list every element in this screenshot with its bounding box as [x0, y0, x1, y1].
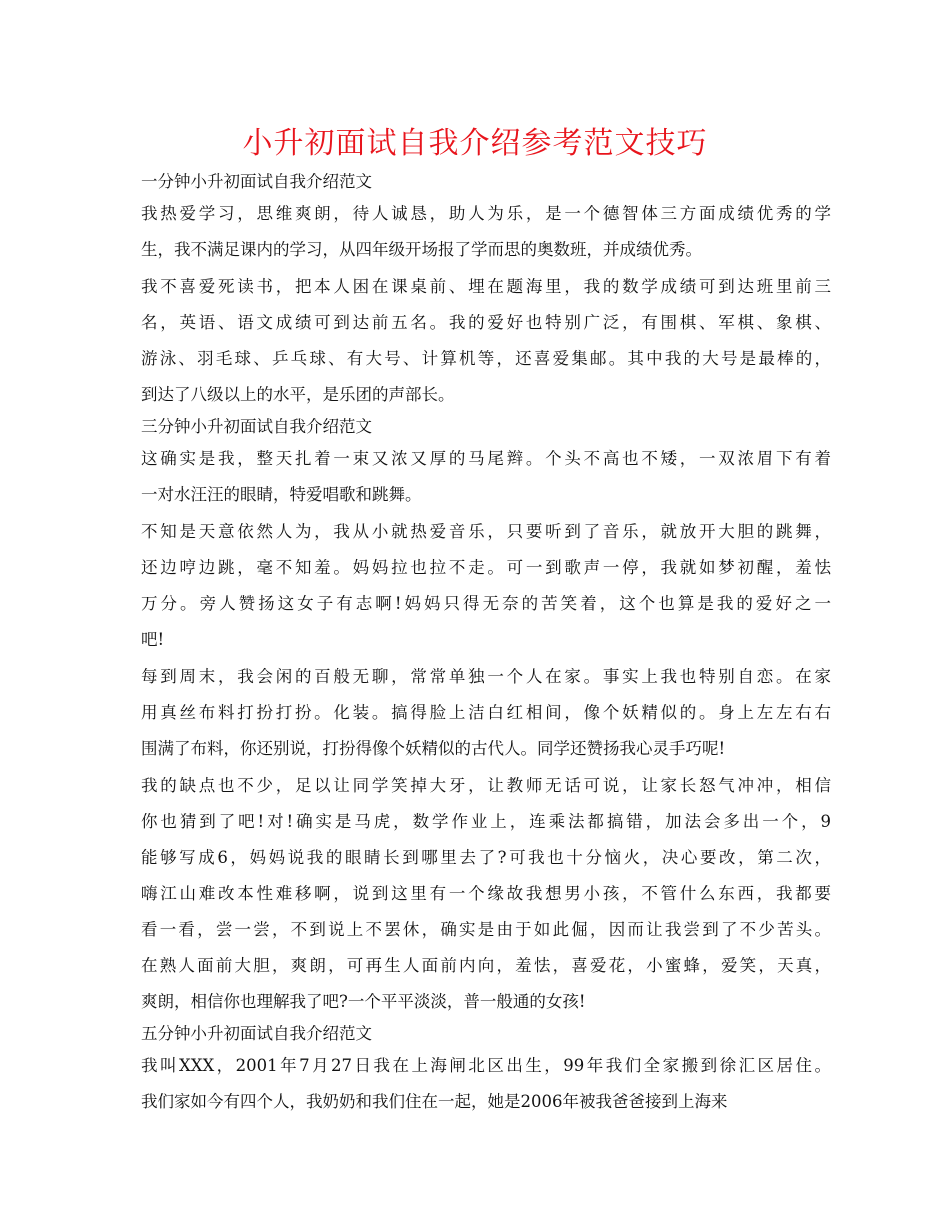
paragraph	[141, 196, 831, 268]
text-line: 这确实是我，整天扎着一束又浓又厚的马尾辫。个头不高也不矮，一双浓眉下有着	[141, 449, 831, 468]
paragraph	[141, 269, 831, 413]
text-line: 万分。旁人赞扬这女子有志啊!妈妈只得无奈的苦笑着，这个也算是我的爱好之一	[141, 594, 831, 613]
section-heading: 三分钟小升初面试自我介绍范文	[141, 417, 372, 436]
text-line: 名，英语、语文成绩可到达前五名。我的爱好也特别广泛，有围棋、军棋、象棋、	[141, 313, 831, 332]
paragraph	[141, 441, 831, 513]
text-line: 在熟人面前大胆，爽朗，可再生人面前内向，羞怯，喜爱花，小蜜蜂，爱笑，天真，	[141, 956, 831, 975]
text-line: 每到周末，我会闲的百般无聊，常常单独一个人在家。事实上我也特别自恋。在家	[141, 667, 831, 686]
text-line: 一对水汪汪的眼睛，特爱唱歌和跳舞。	[141, 485, 422, 504]
text-line: 我叫XXX，2001年7月27日我在上海闸北区出生，99年我们全家搬到徐汇区居住。	[141, 1056, 831, 1075]
text-line: 爽朗，相信你也理解我了吧?一个平平淡淡，普一般通的女孩!	[141, 992, 586, 1011]
text-line: 不知是天意依然人为，我从小就热爱音乐，只要听到了音乐，就放开大胆的跳舞，	[141, 522, 831, 541]
paragraph	[141, 1048, 831, 1120]
text-line: 我的缺点也不少，足以让同学笑掉大牙，让教师无话可说，让家长怒气冲冲，相信	[141, 776, 831, 795]
text-line: 我们家如今有四个人，我奶奶和我们住在一起，她是2006年被我爸爸接到上海来	[141, 1092, 728, 1111]
text-line: 吧!	[141, 630, 165, 649]
section-heading: 一分钟小升初面试自我介绍范文	[141, 172, 372, 191]
text-line: 我不喜爱死读书，把本人困在课桌前、埋在题海里，我的数学成绩可到达班里前三	[141, 277, 831, 296]
text-line: 用真丝布料打扮打扮。化装。搞得脸上洁白红相间，像个妖精似的。身上左左右右	[141, 703, 831, 722]
paragraph	[141, 768, 831, 1020]
text-line: 围满了布料，你还别说，打扮得像个妖精似的古代人。同学还赞扬我心灵手巧呢!	[141, 739, 726, 758]
paragraph	[141, 659, 831, 767]
text-line: 能够写成6，妈妈说我的眼睛长到哪里去了?可我也十分恼火，决心要改，第二次，	[141, 848, 831, 867]
text-line: 生，我不满足课内的学习，从四年级开场报了学而思的奥数班，并成绩优秀。	[141, 240, 702, 259]
section-heading: 五分钟小升初面试自我介绍范文	[141, 1024, 372, 1043]
text-line: 你也猜到了吧!对!确实是马虎，数学作业上，连乘法都搞错，加法会多出一个，9	[141, 812, 831, 831]
text-line: 看一看，尝一尝，不到说上不罢休，确实是由于如此倔，因而让我尝到了不少苦头。	[141, 920, 831, 939]
document-title: 小升初面试自我介绍参考范文技巧	[242, 126, 708, 161]
text-line: 还边哼边跳，毫不知羞。妈妈拉也拉不走。可一到歌声一停，我就如梦初醒，羞怯	[141, 558, 831, 577]
text-line: 到达了八级以上的水平，是乐团的声部长。	[141, 385, 455, 404]
text-line: 嗨江山难改本性难移啊，说到这里有一个缘故我想男小孩，不管什么东西，我都要	[141, 884, 831, 903]
text-line: 游泳、羽毛球、乒乓球、有大号、计算机等，还喜爱集邮。其中我的大号是最棒的，	[141, 349, 831, 368]
text-line: 我热爱学习，思维爽朗，待人诚恳，助人为乐，是一个德智体三方面成绩优秀的学	[141, 204, 831, 223]
paragraph	[141, 514, 831, 658]
document-body	[141, 168, 831, 1120]
